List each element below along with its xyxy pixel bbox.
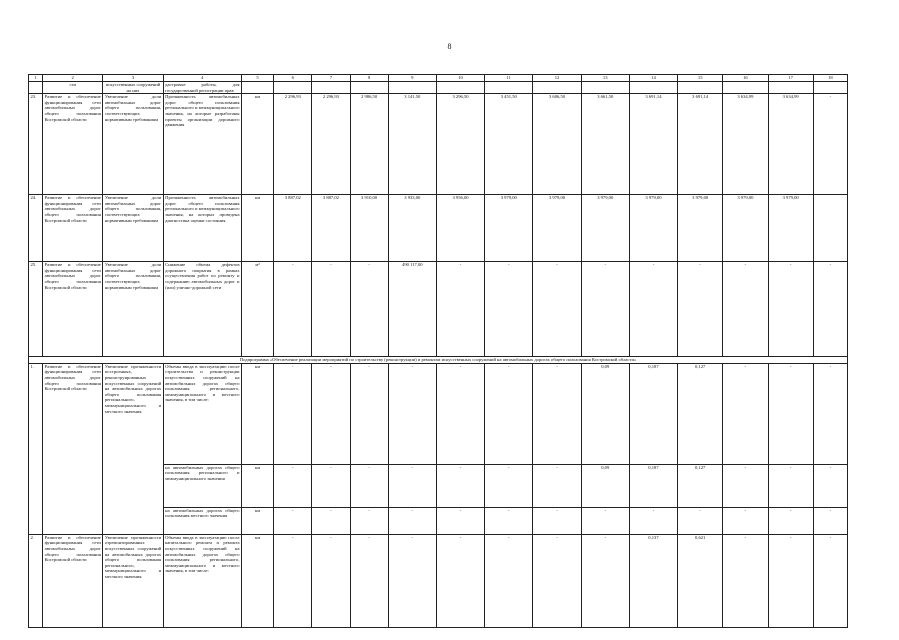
value-cell: - [436, 262, 484, 357]
header-cell: 2 [43, 75, 103, 82]
value-cell: - [581, 262, 629, 357]
value-cell: 0,09 [581, 464, 629, 507]
value-cell [813, 195, 847, 262]
value-cell: 3 956,00 [436, 195, 484, 262]
value-cell: - [533, 507, 581, 534]
value-cell: - [629, 262, 677, 357]
value-cell: - [723, 262, 768, 357]
value-cell: - [312, 262, 350, 357]
indicator-cell: Протяженность автомобильных дорог общего пользования регионального и межмуниципального значения, на которых проведена диагностика оценки состояния [163, 195, 241, 262]
value-cell: - [768, 507, 813, 534]
header-cell: 11 [485, 75, 533, 82]
indicator-cell: Объемы ввода в эксплуатацию после капитального ремонта и ремонта искусственных сооружений на автомобильных дорогах общего пользования регионального, межмуниципального и местного значения, в том числе: [163, 534, 241, 627]
value-cell [436, 82, 484, 94]
value-cell: 2 986,50 [350, 94, 388, 195]
unit-cell: км [242, 464, 274, 507]
header-cell: 13 [581, 75, 629, 82]
value-cell: 3 933,00 [388, 195, 436, 262]
value-cell: 3 634,99 [723, 94, 768, 195]
value-cell: - [723, 507, 768, 534]
subprogram-heading: Подпрограмма «Обеспечение реализации мероприятий по строительству (реконструкции) и ремонтам искусственных сооружений на автомобильных дорогах общего пользования Костромской области» [29, 357, 848, 364]
value-cell: - [768, 262, 813, 357]
row-number-cell: 24. [29, 195, 43, 262]
value-cell: 3 296,50 [436, 94, 484, 195]
header-cell: 7 [312, 75, 350, 82]
header-cell: 12 [533, 75, 581, 82]
value-cell: - [274, 262, 312, 357]
row-number-cell: 23. [29, 94, 43, 195]
value-cell: 3 691,14 [678, 94, 723, 195]
header-cell: 14 [629, 75, 677, 82]
value-cell: - [768, 464, 813, 507]
value-cell: - [723, 363, 768, 464]
value-cell: - [274, 534, 312, 627]
value-cell: - [274, 507, 312, 534]
value-cell: - [312, 363, 350, 464]
value-cell: 3 910,00 [350, 195, 388, 262]
value-cell [312, 82, 350, 94]
value-cell: - [350, 464, 388, 507]
header-cell: 17 [768, 75, 813, 82]
value-cell: - [388, 534, 436, 627]
value-cell: 490 117,00 [388, 262, 436, 357]
table-row [29, 534, 848, 627]
table-row [29, 82, 848, 94]
value-cell: - [768, 363, 813, 464]
indicator-cell: Снижение объема дефектов дорожного покрытия в рамках осуществления работ по ремонту и содержанию автомобильных дорог и (или) улично-дорожной сети [163, 262, 241, 357]
value-cell: - [436, 534, 484, 627]
value-cell: - [436, 464, 484, 507]
indicators-table [28, 74, 848, 628]
value-cell: - [629, 507, 677, 534]
value-cell: - [388, 363, 436, 464]
value-cell: - [813, 262, 847, 357]
task-cell: Увеличение протяженности отремонтированных искусственных сооружений на автомобильных дорогах общего пользования регионального, межмуниципального и местного значения [103, 534, 163, 627]
value-cell: 3 979,00 [723, 195, 768, 262]
goal-cell: сти [43, 82, 103, 94]
row-number-cell: 2. [29, 534, 43, 627]
value-cell: - [312, 464, 350, 507]
value-cell: 2 296,93 [312, 94, 350, 195]
value-cell: 3 887,02 [274, 195, 312, 262]
value-cell: - [350, 262, 388, 357]
value-cell: 3 634,99 [768, 94, 813, 195]
header-row [29, 75, 848, 82]
table-row [29, 195, 848, 262]
unit-cell: м² [242, 262, 274, 357]
goal-cell: Развитие и обеспечение функционирования сети автомобильных дорог общего пользования Костромской области [43, 262, 103, 357]
value-cell: - [274, 464, 312, 507]
indicator-cell: Объемы ввода в эксплуатацию после строительства и реконструкции искусственных сооружений на автомобильных дорогах общего пользования регионального, межмуниципального и местного значения, в том числе: [163, 363, 241, 464]
value-cell: - [350, 363, 388, 464]
value-cell: 0,127 [678, 464, 723, 507]
value-cell: - [723, 464, 768, 507]
value-cell: 3 979,00 [629, 195, 677, 262]
value-cell: - [485, 534, 533, 627]
goal-cell: Развитие и обеспечение функционирования сети автомобильных дорог общего пользования Костромской области [43, 195, 103, 262]
task-cell: Увеличение доли автомобильных дорог общего пользования, соответствующих нормативным требованиям [103, 262, 163, 357]
value-cell [388, 82, 436, 94]
value-cell [813, 82, 847, 94]
value-cell: 0,137 [629, 534, 677, 627]
value-cell [242, 82, 274, 94]
value-cell: 3 979,00 [581, 195, 629, 262]
value-cell: - [388, 507, 436, 534]
value-cell: 3 979,00 [533, 195, 581, 262]
value-cell [723, 82, 768, 94]
value-cell: - [813, 507, 847, 534]
value-cell: - [388, 464, 436, 507]
header-cell: 9 [388, 75, 436, 82]
header-cell: 1 [29, 75, 43, 82]
value-cell: 0,621 [678, 534, 723, 627]
task-cell: искусственных сооружений на них [103, 82, 163, 94]
value-cell: 2 296,93 [274, 94, 312, 195]
value-cell [629, 82, 677, 94]
value-cell: 3 661,50 [581, 94, 629, 195]
value-cell: - [533, 464, 581, 507]
value-cell: - [533, 363, 581, 464]
value-cell: - [350, 507, 388, 534]
value-cell [274, 82, 312, 94]
value-cell: 0,127 [678, 363, 723, 464]
value-cell: 3 887,02 [312, 195, 350, 262]
header-cell: 4 [163, 75, 241, 82]
value-cell [533, 82, 581, 94]
value-cell: 0,187 [629, 464, 677, 507]
value-cell [678, 82, 723, 94]
goal-cell: Развитие и обеспечение функционирования сети автомобильных дорог общего пользования Костромской области [43, 534, 103, 627]
value-cell: 3 606,50 [533, 94, 581, 195]
goal-cell: Развитие и обеспечение функционирования сети автомобильных дорог общего пользования Костромской области [43, 94, 103, 195]
value-cell: - [485, 507, 533, 534]
value-cell: - [813, 464, 847, 507]
value-cell: - [436, 507, 484, 534]
value-cell [581, 82, 629, 94]
value-cell: - [723, 534, 768, 627]
goal-cell: Развитие и обеспечение функционирования сети автомобильных дорог общего пользования Костромской области [43, 363, 103, 534]
unit-cell: км [242, 534, 274, 627]
table-row [29, 363, 848, 464]
row-number-cell: 1. [29, 363, 43, 534]
indicator-cell: на автомобильных дорогах общего пользования регионального и межмуниципального значения [163, 464, 241, 507]
value-cell: - [813, 94, 847, 195]
value-cell: - [581, 534, 629, 627]
header-cell: 15 [678, 75, 723, 82]
value-cell: - [533, 262, 581, 357]
value-cell: - [436, 363, 484, 464]
value-cell: - [312, 534, 350, 627]
value-cell: - [533, 534, 581, 627]
header-cell: 18 [813, 75, 847, 82]
row-number-cell [29, 82, 43, 94]
task-cell: Увеличение доли автомобильных дорог общего пользования, соответствующих нормативным требованиям [103, 94, 163, 195]
unit-cell: км [242, 507, 274, 534]
value-cell [485, 82, 533, 94]
value-cell: - [485, 363, 533, 464]
header-cell: 6 [274, 75, 312, 82]
value-cell: 0,09 [581, 363, 629, 464]
unit-cell: км [242, 195, 274, 262]
value-cell [350, 82, 388, 94]
row-number-cell: 25. [29, 262, 43, 357]
value-cell: 3 141,50 [388, 94, 436, 195]
unit-cell: км [242, 94, 274, 195]
page-number: 8 [447, 42, 452, 51]
value-cell: - [678, 262, 723, 357]
task-cell: Увеличение доли автомобильных дорог общего пользования, соответствующих нормативным требованиям [103, 195, 163, 262]
table-row [29, 262, 848, 357]
value-cell: 3 451,50 [485, 94, 533, 195]
value-cell: 3 979,00 [678, 195, 723, 262]
header-cell: 3 [103, 75, 163, 82]
value-cell: 3 979,00 [768, 195, 813, 262]
subprogram-row [29, 357, 848, 364]
value-cell: - [581, 507, 629, 534]
value-cell: - [485, 464, 533, 507]
value-cell: - [485, 262, 533, 357]
value-cell: - [768, 534, 813, 627]
table-row [29, 94, 848, 195]
indicator-cell: дастровые работы, для государственной регистрации прав [165, 82, 240, 93]
indicator-cell: на автомобильных дорогах общего пользования местного значения [163, 507, 241, 534]
value-cell: - [350, 534, 388, 627]
value-cell: - [312, 507, 350, 534]
header-cell: 10 [436, 75, 484, 82]
task-cell: Увеличение протяженности построенных, реконструированных искусственных сооружений на автомобильных дорогах общего пользования регионального, межмуниципального и местного значения [103, 363, 163, 534]
value-cell: - [813, 534, 847, 627]
header-cell: 5 [242, 75, 274, 82]
value-cell: - [813, 363, 847, 464]
header-cell: 16 [723, 75, 768, 82]
header-cell: 8 [350, 75, 388, 82]
value-cell: 3 691,14 [629, 94, 677, 195]
value-cell: - [678, 507, 723, 534]
value-cell: 3 979,00 [485, 195, 533, 262]
indicator-cell: Протяженность автомобильных дорог общего пользования регионального и межмуниципального значения, на которые разработаны проекты организации дорожного движения [163, 94, 241, 195]
value-cell: 0,187 [629, 363, 677, 464]
value-cell: - [274, 363, 312, 464]
unit-cell: км [242, 363, 274, 464]
value-cell [768, 82, 813, 94]
